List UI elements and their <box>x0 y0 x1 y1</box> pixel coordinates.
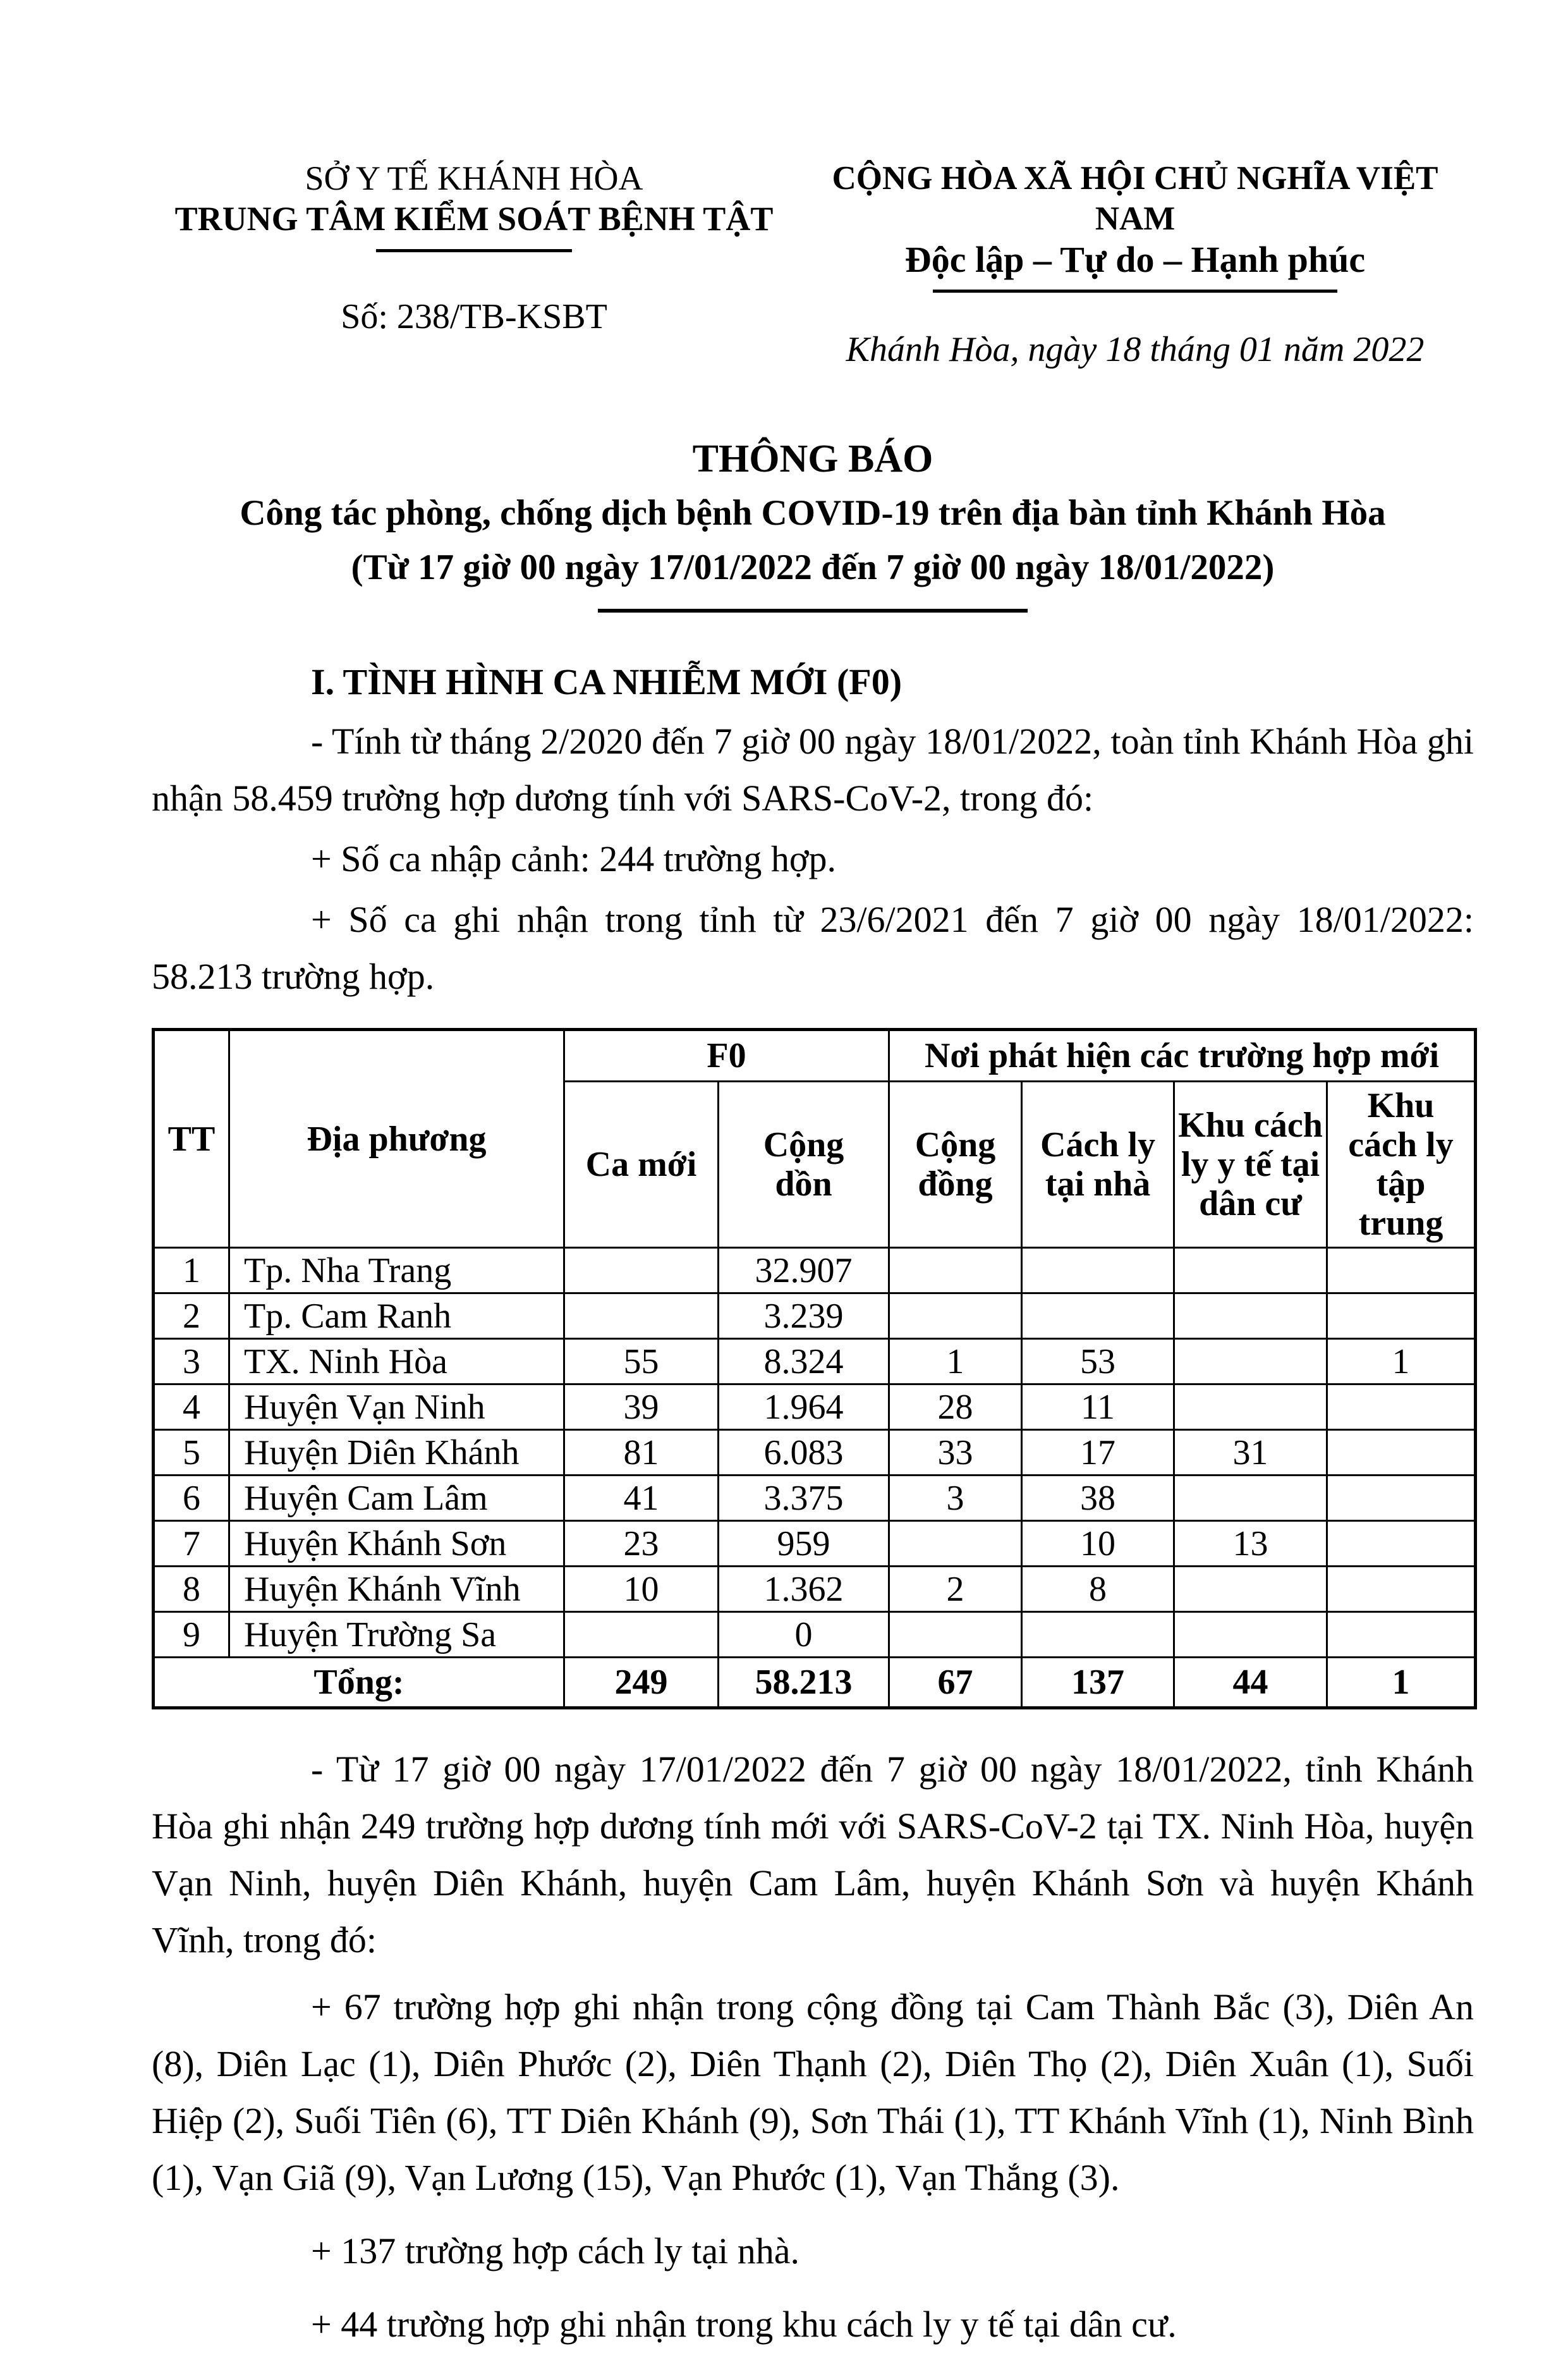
table-row <box>154 1567 1476 1612</box>
cell-new-cases: 55 <box>564 1339 719 1384</box>
cell-new-cases <box>564 1612 719 1658</box>
header-group-detect-place: Nơi phát hiện các trường hợp mới <box>889 1030 1476 1082</box>
cell-tt: 2 <box>154 1293 229 1339</box>
section-1-paragraph-2: + Số ca nhập cảnh: 244 trường hợp. <box>311 838 837 879</box>
title-block <box>152 432 1474 613</box>
cell-tt: 4 <box>154 1384 229 1430</box>
org-underline <box>376 249 572 252</box>
cell-new-cases: 10 <box>564 1567 719 1612</box>
cell-cumulative: 6.083 <box>719 1430 889 1476</box>
cell-home-quarantine: 53 <box>1022 1339 1174 1384</box>
medical-quarantine-paragraph: + 44 trường hợp ghi nhận trong khu cách ly y tế tại dân cư. <box>311 2304 1177 2345</box>
total-cumulative: 58.213 <box>719 1658 889 1708</box>
cell-community: 28 <box>889 1384 1022 1430</box>
total-label: Tổng: <box>154 1658 564 1708</box>
cell-medical-quarantine <box>1174 1248 1327 1293</box>
cell-tt: 8 <box>154 1567 229 1612</box>
cell-community <box>889 1248 1022 1293</box>
total-central-quarantine: 1 <box>1327 1658 1476 1708</box>
cell-tt: 1 <box>154 1248 229 1293</box>
cell-tt: 5 <box>154 1430 229 1476</box>
document-header <box>152 158 1474 370</box>
cell-new-cases: 41 <box>564 1476 719 1521</box>
table-total-row <box>154 1658 1476 1708</box>
org-name: TRUNG TÂM KIỂM SOÁT BỆNH TẬT <box>174 200 774 238</box>
doc-period: (Từ 17 giờ 00 ngày 17/01/2022 đến 7 giờ 00 ngày 18/01/2022) <box>351 547 1275 587</box>
cell-central-quarantine <box>1327 1384 1476 1430</box>
cell-locality: Huyện Khánh Vĩnh <box>229 1567 564 1612</box>
section-1-paragraph-1: - Tính từ tháng 2/2020 đến 7 giờ 00 ngày 18/01/2022, toàn tỉnh Khánh Hòa ghi nhận 58.459 trường hợp dương tính với SARS-CoV-2, trong đó: <box>152 721 1474 819</box>
header-cell-home-quarantine: Cách ly tại nhà <box>1022 1082 1174 1248</box>
cell-community <box>889 1293 1022 1339</box>
header-cell-cumulative-label: Cộng dồn <box>763 1125 844 1204</box>
header-cell-community: Cộng đồng <box>889 1082 1022 1248</box>
cell-cumulative: 1.362 <box>719 1567 889 1612</box>
cell-tt: 6 <box>154 1476 229 1521</box>
national-motto: Độc lập – Tự do – Hạnh phúc <box>904 239 1366 280</box>
doc-subtitle: Công tác phòng, chống dịch bệnh COVID-19 trên địa bàn tỉnh Khánh Hòa <box>240 493 1386 533</box>
table-row <box>154 1476 1476 1521</box>
cell-medical-quarantine: 31 <box>1174 1430 1327 1476</box>
cell-community <box>889 1612 1022 1658</box>
cell-locality: Tp. Cam Ranh <box>229 1293 564 1339</box>
total-home-quarantine: 137 <box>1022 1658 1174 1708</box>
section-1-paragraph-3: + Số ca ghi nhận trong tỉnh từ 23/6/2021 đến 7 giờ 00 ngày 18/01/2022: 58.213 trường hợp. <box>152 899 1474 997</box>
cell-new-cases <box>564 1293 719 1339</box>
header-cell-tt: TT <box>154 1030 229 1248</box>
cell-community <box>889 1521 1022 1567</box>
national-name: CỘNG HÒA XÃ HỘI CHỦ NGHĨA VIỆT NAM <box>832 160 1438 237</box>
issuing-org-block <box>152 158 796 370</box>
national-motto-block <box>796 158 1474 370</box>
cell-medical-quarantine <box>1174 1567 1327 1612</box>
table-row <box>154 1612 1476 1658</box>
place-date-line: Khánh Hòa, ngày 18 tháng 01 năm 2022 <box>846 330 1425 369</box>
cell-home-quarantine: 17 <box>1022 1430 1174 1476</box>
header-cell-medical-quarantine: Khu cách ly y tế tại dân cư <box>1174 1082 1327 1248</box>
cell-new-cases: 23 <box>564 1521 719 1567</box>
community-cases-paragraph: + 67 trường hợp ghi nhận trong cộng đồng tại Cam Thành Bắc (3), Diên An (8), Diên Lạc (1), Diên Phước (2), Diên Thạnh (2), Diên Thọ (2), Diên Xuân (1), Suối Hiệp (2), Suối Tiên (6), TT Diên Khánh (9), Sơn Thái (1), TT Khánh Vĩnh (1), Ninh Bình (1), Vạn Giã (9), Vạn Lương (15), Vạn Phước (1), Vạn Thắng (3). <box>152 1986 1474 2198</box>
header-cell-locality: Địa phương <box>229 1030 564 1248</box>
motto-underline <box>933 290 1337 293</box>
table-row <box>154 1384 1476 1430</box>
cell-medical-quarantine <box>1174 1476 1327 1521</box>
cell-medical-quarantine <box>1174 1612 1327 1658</box>
cell-central-quarantine: 1 <box>1327 1339 1476 1384</box>
cell-cumulative: 8.324 <box>719 1339 889 1384</box>
cell-medical-quarantine <box>1174 1339 1327 1384</box>
table-row <box>154 1430 1476 1476</box>
title-divider <box>598 609 1028 613</box>
cell-tt: 9 <box>154 1612 229 1658</box>
cell-central-quarantine <box>1327 1248 1476 1293</box>
table-row <box>154 1521 1476 1567</box>
cell-locality: Huyện Cam Lâm <box>229 1476 564 1521</box>
cell-home-quarantine: 11 <box>1022 1384 1174 1430</box>
cell-central-quarantine <box>1327 1430 1476 1476</box>
org-parent-name: SỞ Y TẾ KHÁNH HÒA <box>305 159 643 197</box>
table-row <box>154 1339 1476 1384</box>
cell-home-quarantine: 38 <box>1022 1476 1174 1521</box>
total-new-cases: 249 <box>564 1658 719 1708</box>
cell-cumulative: 1.964 <box>719 1384 889 1430</box>
cell-community: 33 <box>889 1430 1022 1476</box>
cell-central-quarantine <box>1327 1476 1476 1521</box>
table-body <box>154 1248 1476 1708</box>
cell-new-cases: 81 <box>564 1430 719 1476</box>
table-row <box>154 1293 1476 1339</box>
cell-home-quarantine: 8 <box>1022 1567 1174 1612</box>
cell-new-cases: 39 <box>564 1384 719 1430</box>
cell-cumulative: 0 <box>719 1612 889 1658</box>
home-quarantine-paragraph: + 137 trường hợp cách ly tại nhà. <box>311 2230 799 2271</box>
header-group-f0: F0 <box>564 1030 889 1082</box>
cell-locality: Tp. Nha Trang <box>229 1248 564 1293</box>
table-header <box>154 1030 1476 1248</box>
cell-locality: Huyện Khánh Sơn <box>229 1521 564 1567</box>
cell-cumulative: 3.375 <box>719 1476 889 1521</box>
total-medical-quarantine: 44 <box>1174 1658 1327 1708</box>
cell-locality: TX. Ninh Hòa <box>229 1339 564 1384</box>
cell-cumulative: 959 <box>719 1521 889 1567</box>
cell-central-quarantine <box>1327 1567 1476 1612</box>
cell-community: 2 <box>889 1567 1022 1612</box>
cell-locality: Huyện Diên Khánh <box>229 1430 564 1476</box>
doc-title: THÔNG BÁO <box>692 437 933 480</box>
cell-home-quarantine <box>1022 1612 1174 1658</box>
cell-community: 1 <box>889 1339 1022 1384</box>
cell-cumulative: 3.239 <box>719 1293 889 1339</box>
cell-home-quarantine <box>1022 1293 1174 1339</box>
cell-locality: Huyện Vạn Ninh <box>229 1384 564 1430</box>
cell-tt: 7 <box>154 1521 229 1567</box>
header-cell-new-cases: Ca mới <box>564 1082 719 1248</box>
doc-number: Số: 238/TB-KSBT <box>341 297 607 336</box>
cell-tt: 3 <box>154 1339 229 1384</box>
cell-locality: Huyện Trường Sa <box>229 1612 564 1658</box>
total-community: 67 <box>889 1658 1022 1708</box>
summary-paragraph: - Từ 17 giờ 00 ngày 17/01/2022 đến 7 giờ 00 ngày 18/01/2022, tỉnh Khánh Hòa ghi nhận 249 trường hợp dương tính mới với SARS-CoV-2 tại TX. Ninh Hòa, huyện Vạn Ninh, huyện Diên Khánh, huyện Cam Lâm, huyện Khánh Sơn và huyện Khánh Vĩnh, trong đó: <box>152 1749 1474 1960</box>
cell-central-quarantine <box>1327 1612 1476 1658</box>
cell-community: 3 <box>889 1476 1022 1521</box>
cell-home-quarantine <box>1022 1248 1174 1293</box>
section-1-heading: I. TÌNH HÌNH CA NHIỄM MỚI (F0) <box>311 661 903 702</box>
cell-new-cases <box>564 1248 719 1293</box>
cell-medical-quarantine <box>1174 1293 1327 1339</box>
table-row <box>154 1248 1476 1293</box>
cell-central-quarantine <box>1327 1293 1476 1339</box>
covid-cases-table <box>152 1028 1477 1709</box>
header-cell-central-quarantine: Khu cách ly tập trung <box>1327 1082 1476 1248</box>
cell-central-quarantine <box>1327 1521 1476 1567</box>
header-cell-cumulative <box>719 1082 889 1248</box>
cell-home-quarantine: 10 <box>1022 1521 1174 1567</box>
cell-cumulative: 32.907 <box>719 1248 889 1293</box>
cell-medical-quarantine: 13 <box>1174 1521 1327 1567</box>
cell-medical-quarantine <box>1174 1384 1327 1430</box>
